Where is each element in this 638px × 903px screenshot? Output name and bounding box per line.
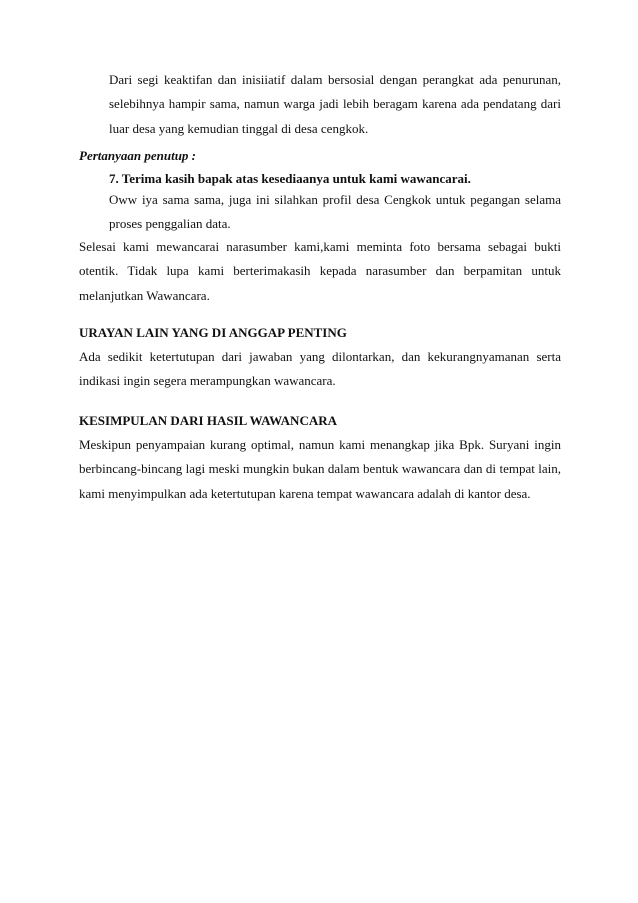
answer-7-paragraph: Oww iya sama sama, juga ini silahkan profil desa Cengkok untuk pegangan selama proses penggalian data. (109, 192, 561, 232)
intro-paragraph: Dari segi keaktifan dan inisiiatif dalam bersosial dengan perangkat ada penurunan, selebihnya hampir sama, namun warga jadi lebih beragam karena ada pendatang dari luar desa yang kemudian tinggal di desa cengkok. (109, 72, 561, 136)
conclusion-section-body: Meskipun penyampaian kurang optimal, namun kami menangkap jika Bpk. Suryani ingin berbincang-bincang lagi meski mungkin bukan dalam bentuk wawancara dan di tempat lain, kami menyimpulkan ada ketertutupan karena tempat wawancara adalah di kantor desa. (79, 437, 561, 501)
question-7: 7. Terima kasih bapak atas kesediaanya untuk kami wawancarai. (109, 171, 471, 186)
conclusion-section-heading: KESIMPULAN DARI HASIL WAWANCARA (79, 413, 337, 428)
closing-paragraph: Selesai kami mewancarai narasumber kami,kami meminta foto bersama sebagai bukti otentik. Tidak lupa kami berterimakasih kepada narasumber dan berpamitan untuk melanjutkan Wawancara. (79, 239, 561, 303)
closing-question-label: Pertanyaan penutup : (79, 148, 197, 163)
other-section-heading: URAYAN LAIN YANG DI ANGGAP PENTING (79, 325, 347, 340)
other-section-body: Ada sedikit ketertutupan dari jawaban yang dilontarkan, dan kekurangnyamanan serta indikasi ingin segera merampungkan wawancara. (79, 349, 561, 389)
